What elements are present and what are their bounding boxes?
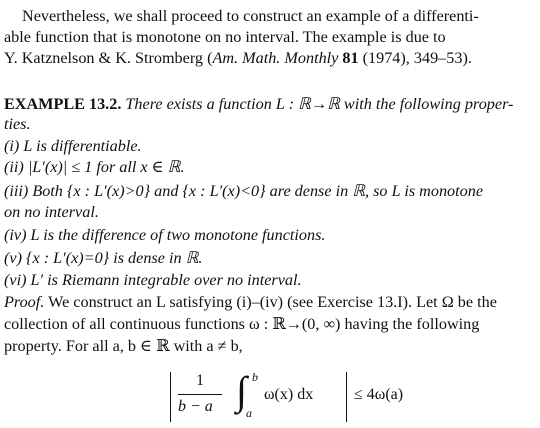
proof-line-1	[4, 292, 534, 312]
example-statement-1: There exists a function L : ℝ→ℝ with the following proper-	[125, 95, 514, 113]
formula-rhs: ≤ 4ω(a)	[354, 386, 404, 403]
display-formula	[166, 368, 466, 426]
journal-name: Am. Math. Monthly	[212, 49, 339, 67]
example-heading-line	[4, 94, 534, 114]
integral-sign: ∫	[236, 368, 247, 413]
intro-authors: Y. Katznelson & K. Stromberg (	[4, 49, 213, 67]
property-i: (i) L is differentiable.	[4, 137, 142, 155]
property-v: (v) {x : L′(x)=0} is dense in ℝ.	[4, 249, 203, 267]
property-iv: (iv) L is the difference of two monotone functions.	[4, 226, 326, 244]
fraction-denominator: b − a	[178, 398, 213, 415]
intro-line-3	[4, 48, 534, 68]
intro-line-2: able function that is monotone on no interval. The example is due to	[4, 28, 446, 46]
proof-label: Proof.	[4, 293, 45, 311]
journal-volume: 81	[342, 49, 359, 67]
property-ii: (ii) |L′(x)| ≤ 1 for all x ∈ ℝ.	[4, 158, 185, 176]
proof-line-3: property. For all a, b ∈ ℝ with a ≠ b,	[4, 337, 243, 355]
property-vi: (vi) L′ is Riemann integrable over no interval.	[4, 271, 302, 289]
abs-bar-left	[170, 372, 171, 422]
integral-upper-limit: b	[252, 370, 258, 384]
proof-line-2: collection of all continuous functions ω : ℝ→(0, ∞) having the following	[4, 315, 480, 333]
property-iii-cont: on no interval.	[4, 203, 99, 221]
integral-lower-limit: a	[246, 406, 252, 420]
abs-bar-right	[346, 372, 347, 422]
journal-pages: (1974), 349–53).	[358, 49, 472, 67]
integrand: ω(x) dx	[264, 386, 314, 403]
fraction-line	[178, 394, 222, 395]
fraction-numerator: 1	[196, 372, 204, 389]
example-heading: EXAMPLE 13.2.	[4, 95, 122, 113]
proof-text-1: We construct an L satisfying (i)–(iv) (see Exercise 13.I). Let Ω be the	[44, 293, 497, 311]
example-statement-2: ties.	[4, 115, 31, 133]
property-iii: (iii) Both {x : L′(x)>0} and {x : L′(x)<0} are dense in ℝ, so L is monotone	[4, 182, 484, 200]
intro-line-1: Nevertheless, we shall proceed to construct an example of a differenti-	[22, 7, 479, 25]
